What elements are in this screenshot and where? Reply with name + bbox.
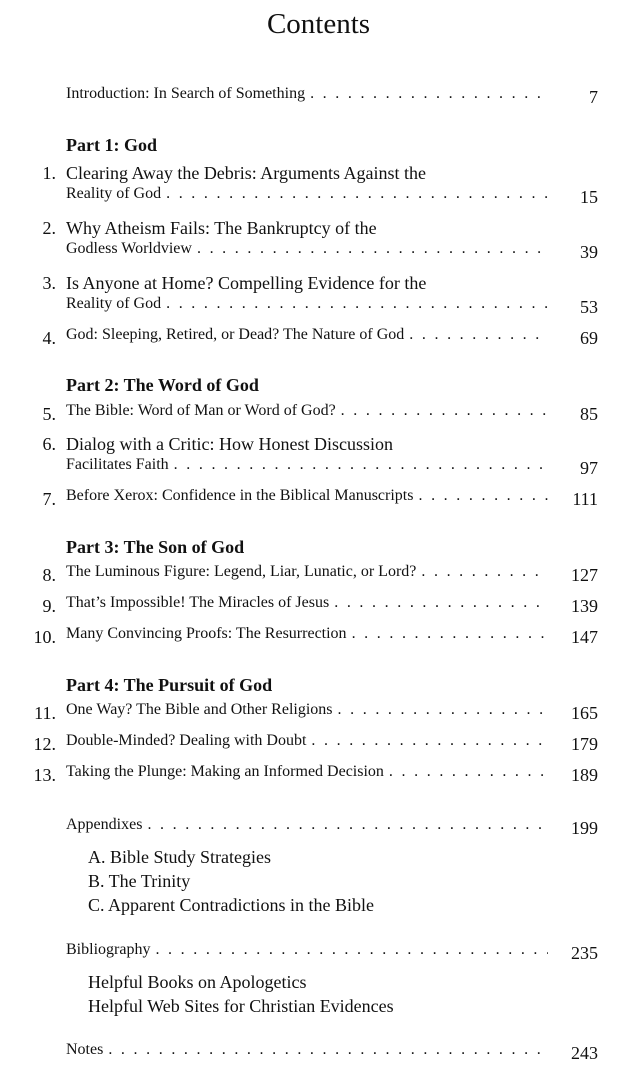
entry-page-number: 147 — [571, 627, 598, 647]
chapter-number: 10. — [33, 627, 56, 647]
bibliography-item[interactable]: Helpful Web Sites for Christian Evidences — [88, 996, 394, 1016]
entry-page-number: 85 — [580, 404, 598, 424]
appendix-item[interactable]: A. Bible Study Strategies — [88, 847, 271, 867]
dot-leader — [161, 185, 548, 203]
toc-entry-chapter-8[interactable] — [66, 563, 548, 581]
entry-label: Taking the Plunge: Making an Informed Decision — [66, 763, 384, 780]
toc-entry-chapter-1[interactable] — [66, 185, 548, 203]
entry-page-number: 97 — [580, 458, 598, 478]
chapter-number: 12. — [33, 734, 56, 754]
chapter-title-line1[interactable]: Clearing Away the Debris: Arguments Against the — [66, 163, 426, 183]
toc-entry-notes[interactable] — [66, 1041, 548, 1059]
chapter-number: 3. — [42, 273, 56, 293]
toc-entry-chapter-13[interactable] — [66, 763, 548, 781]
dot-leader — [305, 85, 548, 103]
dot-leader — [384, 763, 548, 781]
chapter-number: 1. — [42, 163, 56, 183]
entry-page-number: 199 — [571, 818, 598, 838]
part-heading: Part 3: The Son of God — [66, 537, 245, 557]
entry-page-number: 111 — [572, 489, 598, 509]
toc-entry-bibliography[interactable] — [66, 941, 548, 959]
entry-label: Before Xerox: Confidence in the Biblical Manuscripts — [66, 487, 414, 504]
chapter-title-line1[interactable]: Why Atheism Fails: The Bankruptcy of the — [66, 218, 377, 238]
toc-entry-chapter-11[interactable] — [66, 701, 548, 719]
chapter-title-line1[interactable]: Is Anyone at Home? Compelling Evidence for the — [66, 273, 427, 293]
entry-label: Reality of God — [66, 185, 162, 202]
chapter-number: 8. — [42, 565, 56, 585]
part-heading: Part 4: The Pursuit of God — [66, 675, 273, 695]
dot-leader — [192, 240, 548, 258]
entry-page-number: 189 — [571, 765, 598, 785]
entry-page-number: 53 — [580, 297, 598, 317]
dot-leader — [416, 563, 548, 581]
toc-entry-appendixes[interactable] — [66, 816, 548, 834]
entry-page-number: 235 — [571, 943, 598, 963]
appendix-item[interactable]: C. Apparent Contradictions in the Bible — [88, 895, 374, 915]
toc-entry-chapter-2[interactable] — [66, 240, 548, 258]
entry-page-number: 15 — [580, 187, 598, 207]
chapter-number: 5. — [42, 404, 56, 424]
dot-leader — [142, 816, 548, 834]
entry-label: Many Convincing Proofs: The Resurrection — [66, 625, 347, 642]
chapter-number: 6. — [42, 434, 56, 454]
dot-leader — [161, 295, 548, 313]
entry-page-number: 39 — [580, 242, 598, 262]
dot-leader — [413, 487, 548, 505]
toc-entry-chapter-9[interactable] — [66, 594, 548, 612]
dot-leader — [150, 941, 548, 959]
entry-label: Facilitates Faith — [66, 456, 169, 473]
toc-entry-chapter-10[interactable] — [66, 625, 548, 643]
chapter-number: 2. — [42, 218, 56, 238]
page-title: Contents — [266, 8, 371, 40]
entry-label: Notes — [66, 1041, 104, 1058]
toc-entry-chapter-3[interactable] — [66, 295, 548, 313]
entry-label: Appendixes — [66, 816, 143, 833]
part-heading: Part 2: The Word of God — [66, 375, 259, 395]
entry-page-number: 127 — [571, 565, 598, 585]
dot-leader — [169, 456, 548, 474]
toc-entry-chapter-7[interactable] — [66, 487, 548, 505]
entry-label: The Bible: Word of Man or Word of God? — [66, 402, 336, 419]
dot-leader — [347, 625, 548, 643]
toc-entry-introduction[interactable] — [66, 85, 548, 103]
entry-label: Double-Minded? Dealing with Doubt — [66, 732, 307, 749]
part-heading: Part 1: God — [66, 135, 157, 155]
entry-label: That’s Impossible! The Miracles of Jesus — [66, 594, 330, 611]
entry-label: Bibliography — [66, 941, 151, 958]
entry-page-number: 165 — [571, 703, 598, 723]
entry-label: Introduction: In Search of Something — [66, 85, 306, 102]
bibliography-item[interactable]: Helpful Books on Apologetics — [88, 972, 307, 992]
dot-leader — [306, 732, 548, 750]
entry-label: One Way? The Bible and Other Religions — [66, 701, 333, 718]
appendix-item[interactable]: B. The Trinity — [88, 871, 191, 891]
chapter-number: 7. — [42, 489, 56, 509]
toc-entry-chapter-5[interactable] — [66, 402, 548, 420]
entry-label: God: Sleeping, Retired, or Dead? The Nature of God — [66, 326, 405, 343]
chapter-title-line1[interactable]: Dialog with a Critic: How Honest Discussion — [66, 434, 393, 454]
entry-page-number: 139 — [571, 596, 598, 616]
chapter-number: 13. — [33, 765, 56, 785]
dot-leader — [404, 326, 548, 344]
entry-page-number: 7 — [589, 87, 598, 107]
chapter-number: 4. — [42, 328, 56, 348]
dot-leader — [329, 594, 548, 612]
entry-page-number: 69 — [580, 328, 598, 348]
dot-leader — [336, 402, 548, 420]
dot-leader — [103, 1041, 548, 1059]
toc-entry-chapter-12[interactable] — [66, 732, 548, 750]
entry-label: Godless Worldview — [66, 240, 192, 257]
toc-entry-chapter-6[interactable] — [66, 456, 548, 474]
chapter-number: 9. — [42, 596, 56, 616]
entry-page-number: 179 — [571, 734, 598, 754]
entry-page-number: 243 — [571, 1043, 598, 1063]
dot-leader — [333, 701, 548, 719]
toc-entry-chapter-4[interactable] — [66, 326, 548, 344]
chapter-number: 11. — [34, 703, 56, 723]
entry-label: Reality of God — [66, 295, 162, 312]
entry-label: The Luminous Figure: Legend, Liar, Lunatic, or Lord? — [66, 563, 417, 580]
